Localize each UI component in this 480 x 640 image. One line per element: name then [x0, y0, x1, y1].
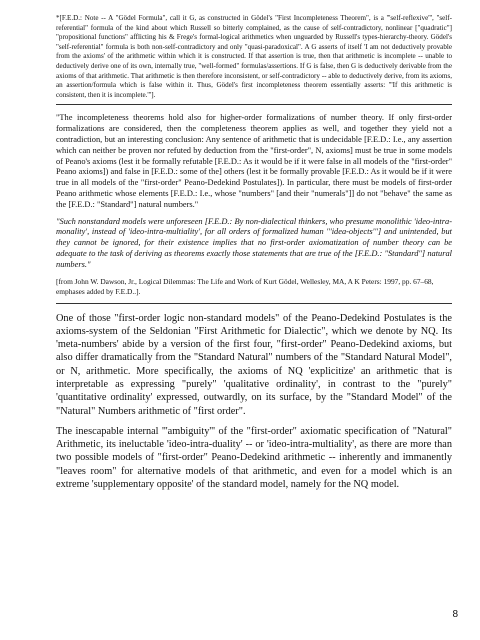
body-paragraph-1: One of those "first-order logic non-standard models" of the Peano-Dedekind Postulates is the axioms-system of the Seldonian "First Arithmetic for Dialectic", which we denote by NQ. Its 'meta-numbers' abide by a version of the first four, "first-order" Peano-Dedekind axioms, but also differ dramatically from the "Standard Natural" numbers of the "Standard Natural Model", or N, arithmetic. More specifically, the axioms of NQ 'explicitize' an arithmetic that is interpretable as expressing "purely" 'qualitative ordinality', in contrast to the "purely" 'quantitative ordinality' expressed, outwardly, on its surface, by the "Standard Model" of the "Natural" Numbers arithmetic of "first order". — [56, 312, 452, 417]
document-page — [56, 14, 452, 498]
divider — [56, 104, 452, 105]
page-number: 8 — [452, 609, 458, 620]
footnote-note: *[F.E.D.: Note -- A "Gödel Formula", call it G, as constructed in Gödel's "First Incompleteness Theorem", is a '''self-reflexive''', "self-referential" formula of the kind about which Russell so bitterly complained, as the cause of self-contradictory, nonlinear ["quadratic"] "propositional functions" afflicting his & Frege's formal-logical arithmetics when unguarded by Russell's types-hierarchy-theory. Gödel's "self-referential" formula is both non-self-contradictory and only "quasi-paradoxical". A G asserts of itself 'I am not deductively provable from the axioms' of the arithmetic within which it is constructed. If that assertion is true, then that arithmetic is incomplete -- unable to deductively derive one of its own, internally true, "well-formed" formulas/assertions. If G is false, then G is deductively derivable from the axioms of that arithmetic. That arithmetic is then therefore inconsistent, or self-contradictory -- able to deductively derive, from its axioms, an assertion/formula which is false within it. Thus, Gödel's first incompleteness theorem essentially asserts: '''If this arithmetic is consistent, then it is incomplete.''']. — [56, 14, 452, 99]
quote-paragraph-1: "The incompleteness theorems hold also for higher-order formalizations of number theory. If only first-order formalizations are considered, then the completeness theorem applies as well, and together they yield not a contradiction, but an interesting conclusion: Any sentence of arithmetic that is undecidable [F.E.D.: I.e., any assertion which can neither be proven nor refuted by deduction from the "first-order", N, axioms] must be true in some models of Peano's axioms (lest it be formally refutable [F.E.D.: As it would be if it were false in all models of the "first-order" Peano axioms]) and false in [F.E.D.: some of the] others (lest it be formally provable [F.E.D.: As it would be if it were true in all models of the "first-order" Peano-Dedekind Postulates]). In particular, there must be models of first-order Peano arithmetic whose elements [F.E.D.: I.e., whose "numbers" [and their "numerals"]] do not "behave" the same as the [F.E.D.: "Standard"] natural numbers." — [56, 113, 452, 209]
quote-citation: [from John W. Dawson, Jr., Logical Dilemmas: The Life and Work of Kurt Gödel, Wellesley, MA, A K Peters: 1997, pp. 67–68, emphases added by F.E.D..]. — [56, 276, 434, 296]
body-paragraph-2: The inescapable internal '''ambiguity''' of the "first-order" axiomatic specification of "Natural" Arithmetic, its ineluctable 'ideo-intra-duality' -- or 'ideo-intra-multiality', as there are more than two possible models of "first-order" Peano-Dedekind arithmetic -- inherently and immanently "leaves room" for alternative models of that arithmetic, and even for a model which is an extreme 'supplementary opposite' of the standard model, namely for the NQ model. — [56, 425, 452, 491]
divider-2 — [56, 303, 452, 304]
quote-paragraph-2: "Such nonstandard models were unforeseen [F.E.D.: By non-dialectical thinkers, who presume monolithic 'ideo-intra-monality', instead of 'ideo-intra-multiality', for all orders of formalized human '''idea-objects'''] and unintended, but they cannot be ignored, for their existence implies that no first-order axiomatization of number theory can be adequate to the task of deriving as theorems exactly those statements that are true of the [F.E.D.: "Standard"] natural numbers." — [56, 216, 452, 269]
